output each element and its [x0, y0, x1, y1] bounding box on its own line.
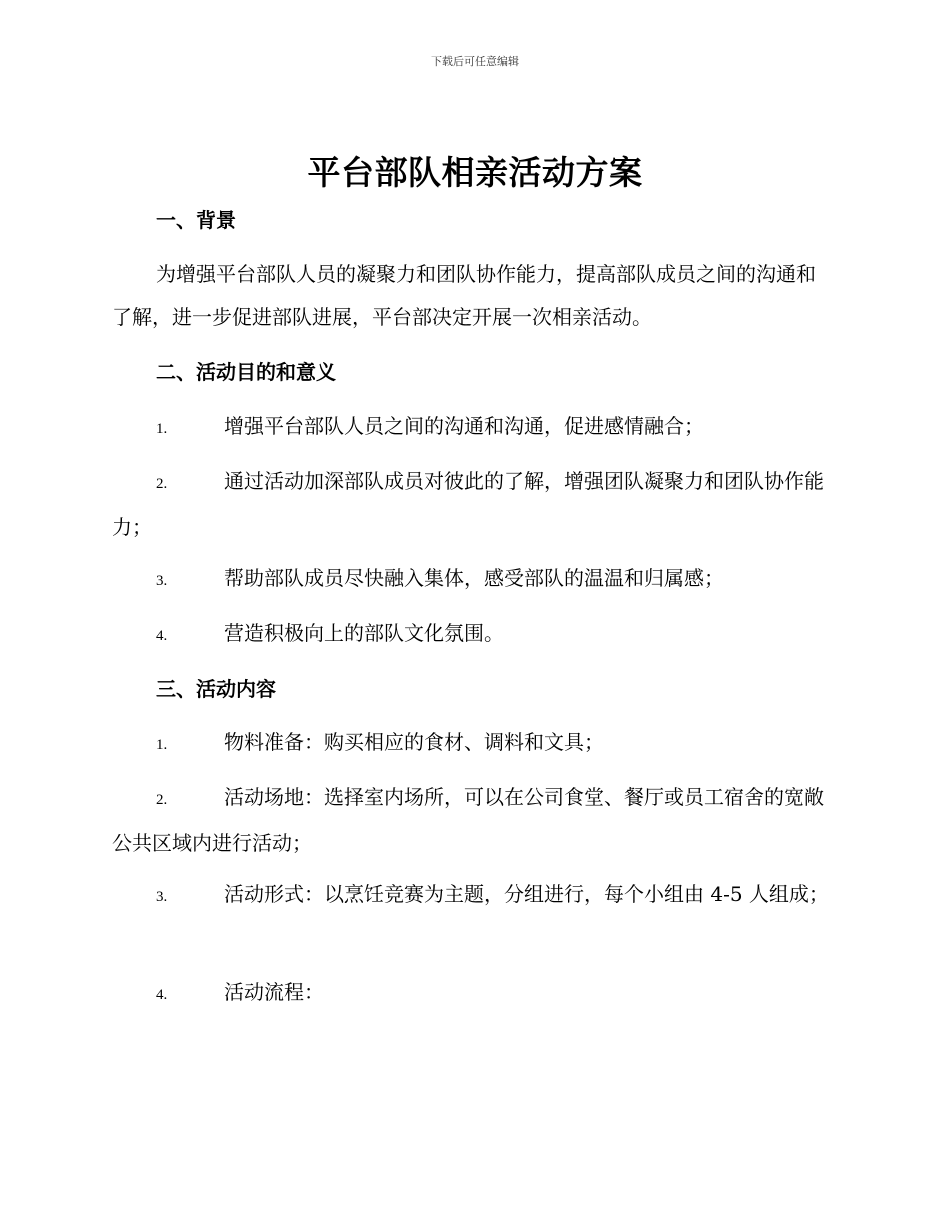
list-item-text: 活动形式：以烹饪竞赛为主题，分组进行，每个小组由 4-5 人组成； [224, 882, 829, 906]
list-item [112, 721, 832, 767]
list-item-number: 3. [156, 573, 168, 589]
list-item-text: 营造积极向上的部队文化氛围。 [224, 621, 504, 645]
section-heading-background: 一、背景 [156, 208, 236, 232]
list-item-text: 帮助部队成员尽快融入集体，感受部队的温温和归属感； [224, 566, 724, 590]
section-heading-purpose: 二、活动目的和意义 [156, 360, 336, 384]
list-item-text: 通过活动加深部队成员对彼此的了解，增强团队凝聚力和团队协作能力； [112, 469, 824, 539]
list-item-text: 活动场地：选择室内场所，可以在公司食堂、餐厅或员工宿舍的宽敞公共区域内进行活动； [112, 785, 824, 855]
list-item-text: 物料准备：购买相应的食材、调料和文具； [224, 730, 604, 754]
list-item [112, 776, 832, 865]
list-item [112, 873, 832, 919]
list-item [112, 405, 832, 451]
list-item-number: 1. [156, 737, 168, 753]
background-paragraph [112, 253, 832, 339]
list-item-number: 1. [156, 421, 168, 437]
list-item [112, 557, 832, 603]
list-item [112, 971, 832, 1017]
list-item-number: 4. [156, 987, 168, 1003]
list-item [112, 460, 832, 549]
document-title: 平台部队相亲活动方案 [307, 153, 643, 192]
list-item-number: 2. [156, 476, 168, 492]
list-item-number: 4. [156, 628, 168, 644]
list-item-number: 3. [156, 889, 168, 905]
background-paragraph-text: 为增强平台部队人员的凝聚力和团队协作能力，提高部队成员之间的沟通和了解，进一步促进部队进展，平台部决定开展一次相亲活动。 [112, 262, 816, 329]
list-item-text: 增强平台部队人员之间的沟通和沟通，促进感情融合； [224, 414, 704, 438]
list-item-number: 2. [156, 792, 168, 808]
list-item-text: 活动流程： [224, 980, 324, 1004]
list-item [112, 612, 832, 658]
page-header-note: 下载后可任意编辑 [431, 55, 519, 68]
section-heading-content: 三、活动内容 [156, 677, 276, 701]
